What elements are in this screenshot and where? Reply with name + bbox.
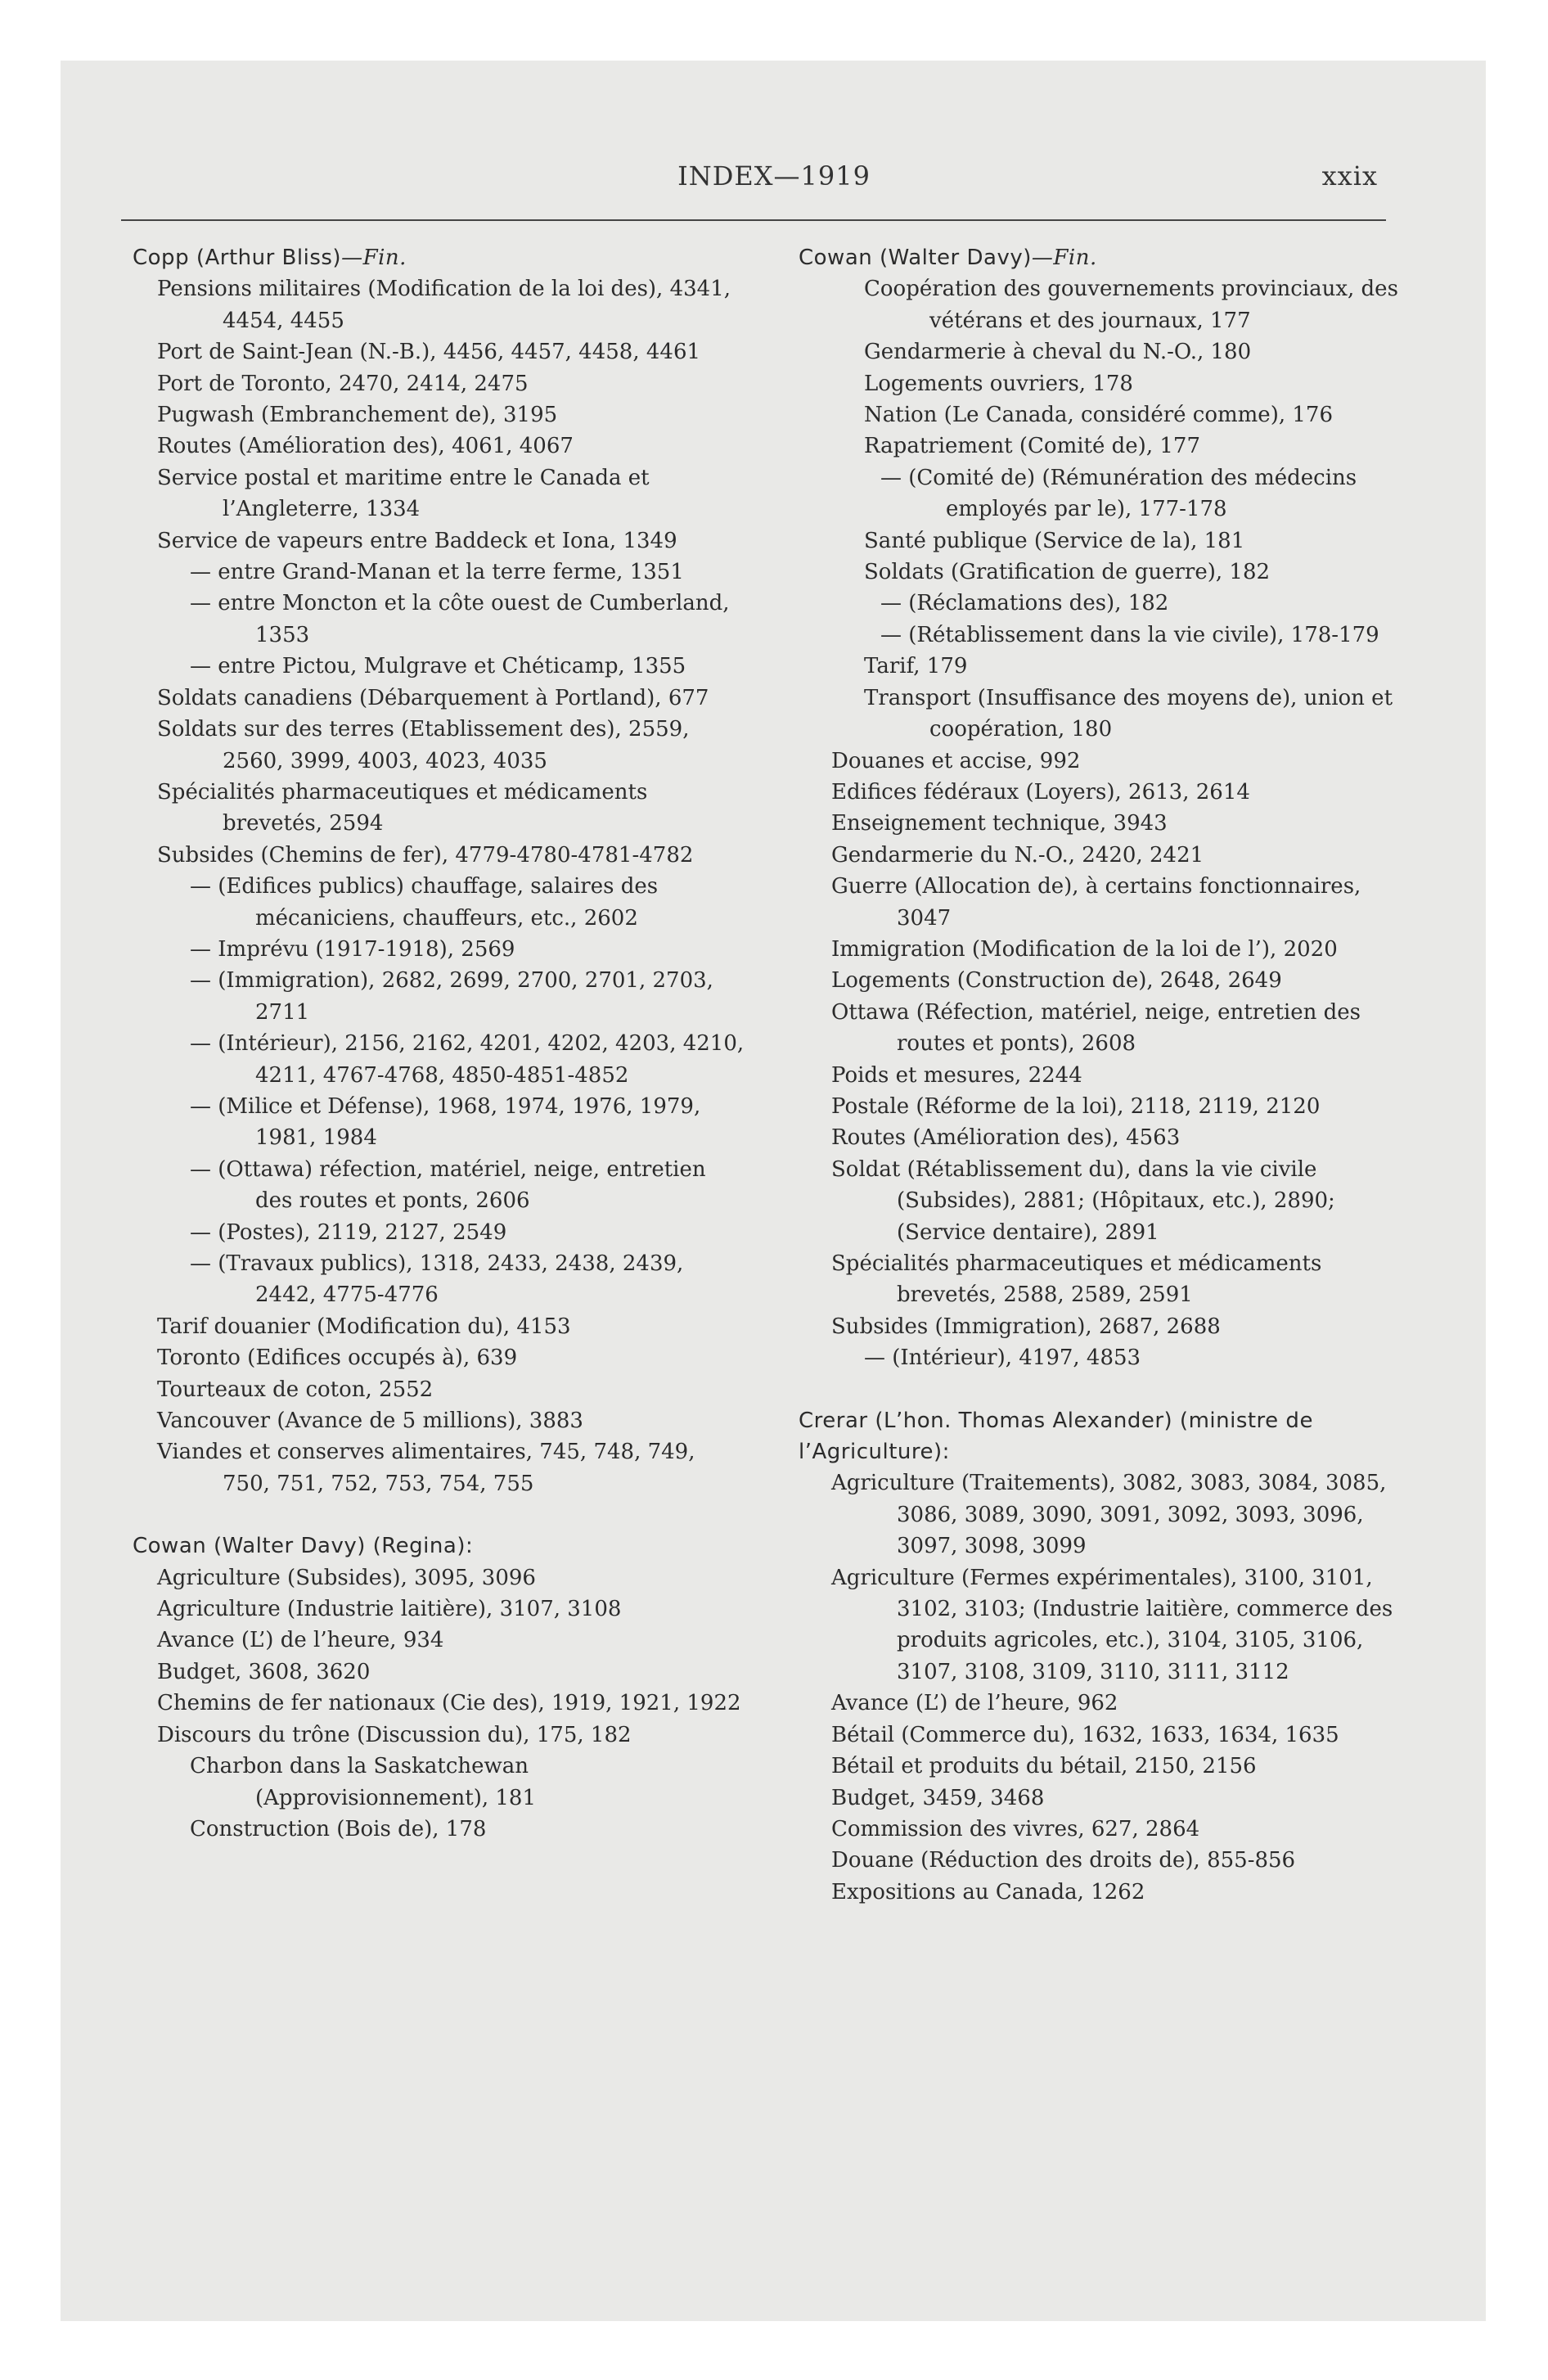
entry-list: [124, 273, 746, 1499]
page-number: xxix: [1321, 160, 1378, 192]
index-entry: Commission des vivres, 627, 2864: [831, 1816, 1200, 1841]
index-entry: Enseignement technique, 3943: [831, 811, 1168, 836]
index-entry: Tourteaux de coton, 2552: [157, 1377, 434, 1402]
index-entry: Viandes et conserves alimentaires, 745, 748, 749, 750, 751, 752, 753, 754, 755: [157, 1440, 695, 1496]
index-entry: Soldat (Rétablissement du), dans la vie civile (Subsides), 2881; (Hôpitaux, etc.), 2890; (Service dentaire), 2891: [831, 1156, 1335, 1245]
index-entry: Gendarmerie du N.-O., 2420, 2421: [831, 842, 1204, 868]
index-entry: Douane (Réduction des droits de), 855-856: [831, 1848, 1296, 1873]
index-entry: Immigration (Modification de la loi de l’), 2020: [831, 936, 1338, 962]
index-entry: Agriculture (Fermes expérimentales), 3100, 3101, 3102, 3103; (Industrie laitière, commerce des produits agricoles, etc.), 3104, 3105, 3106, 3107, 3108, 3109, 3110, 3111, 3112: [831, 1565, 1393, 1684]
index-entry: Budget, 3608, 3620: [157, 1659, 371, 1684]
index-entry: Avance (L’) de l’heure, 934: [157, 1628, 444, 1653]
index-entry: — (Rétablissement dans la vie civile), 178-179: [880, 622, 1379, 647]
index-entry: Discours du trône (Discussion du), 175, 182: [157, 1722, 632, 1747]
index-entry: Rapatriement (Comité de), 177: [864, 434, 1200, 459]
index-entry: Douanes et accise, 992: [831, 748, 1081, 773]
index-entry: Logements ouvriers, 178: [864, 371, 1133, 396]
index-entry: — entre Pictou, Mulgrave et Chéticamp, 1355: [190, 654, 686, 679]
index-entry: Subsides (Chemins de fer), 4779-4780-4781-4782: [157, 842, 694, 868]
index-entry: Gendarmerie à cheval du N.-O., 180: [864, 340, 1252, 365]
index-entry: Construction (Bois de), 178: [190, 1816, 487, 1841]
index-entry: Routes (Amélioration des), 4061, 4067: [157, 434, 574, 459]
index-entry: Soldats canadiens (Débarquement à Portland), 677: [157, 685, 709, 710]
index-entry: — (Comité de) (Rémunération des médecins employés par le), 177-178: [880, 465, 1357, 522]
index-entry: Charbon dans la Saskatchewan (Approvisionnement), 181: [190, 1754, 537, 1810]
index-entry: — Imprévu (1917-1918), 2569: [190, 936, 515, 962]
index-entry: Toronto (Edifices occupés à), 639: [157, 1346, 518, 1371]
index-entry: — entre Grand-Manan et la terre ferme, 1351: [190, 560, 684, 585]
index-entry: Poids et mesures, 2244: [831, 1062, 1082, 1088]
index-entry: Ottawa (Réfection, matériel, neige, entretien des routes et ponts), 2608: [831, 999, 1361, 1057]
index-entry: Nation (Le Canada, considéré comme), 176: [864, 403, 1333, 428]
index-entry: Agriculture (Subsides), 3095, 3096: [157, 1565, 536, 1590]
header-rule: [121, 219, 1386, 221]
index-entry: Bétail (Commerce du), 1632, 1633, 1634, 1635: [831, 1722, 1339, 1747]
index-entry: Service de vapeurs entre Baddeck et Iona, 1349: [157, 528, 677, 553]
index-entry: Avance (L’) de l’heure, 962: [831, 1691, 1118, 1716]
index-entry: Logements (Construction de), 2648, 2649: [831, 968, 1282, 994]
running-header-title: INDEX—1919: [677, 160, 871, 192]
index-entry: Bétail et produits du bétail, 2150, 2156: [831, 1754, 1257, 1779]
entry-list: [124, 1562, 746, 1846]
index-entry: — (Edifices publics) chauffage, salaires des mécaniciens, chauffeurs, etc., 2602: [190, 874, 659, 931]
index-entry: Tarif, 179: [864, 654, 968, 679]
index-entry: Agriculture (Industrie laitière), 3107, 3108: [157, 1597, 622, 1622]
index-entry: Port de Saint-Jean (N.-B.), 4456, 4457, 4458, 4461: [157, 340, 701, 365]
index-entry: — (Travaux publics), 1318, 2433, 2438, 2439, 2442, 4775-4776: [190, 1251, 684, 1308]
index-entry: Soldats (Gratification de guerre), 182: [864, 560, 1271, 585]
right-column: [799, 242, 1404, 1908]
index-heading-cowan: Cowan (Walter Davy) (Regina):: [133, 1534, 474, 1559]
index-heading-crerar: Crerar (L’hon. Thomas Alexander) (ministre de l’Agriculture):: [799, 1408, 1313, 1465]
index-entry: Tarif douanier (Modification du), 4153: [157, 1314, 571, 1339]
index-entry: Chemins de fer nationaux (Cie des), 1919, 1921, 1922: [157, 1691, 741, 1716]
index-entry: — (Ottawa) réfection, matériel, neige, entretien des routes et ponts, 2606: [190, 1156, 706, 1214]
index-entry: — (Immigration), 2682, 2699, 2700, 2701, 2703, 2711: [190, 968, 713, 1025]
index-entry: Port de Toronto, 2470, 2414, 2475: [157, 371, 529, 396]
index-entry: Budget, 3459, 3468: [831, 1785, 1045, 1810]
index-heading-cowan-fin: Cowan (Walter Davy)—Fin.: [799, 246, 1097, 270]
index-heading-copp: Copp (Arthur Bliss)—Fin.: [133, 246, 407, 270]
entry-list: [799, 273, 1404, 1373]
index-entry: Coopération des gouvernements provinciaux, des vétérans et des journaux, 177: [864, 277, 1398, 333]
index-entry: — (Intérieur), 4197, 4853: [864, 1346, 1141, 1371]
index-entry: — entre Moncton et la côte ouest de Cumberland, 1353: [190, 591, 730, 647]
index-entry: Agriculture (Traitements), 3082, 3083, 3084, 3085, 3086, 3089, 3090, 3091, 3092, 3093, 3096, 3097, 3098, 3099: [831, 1471, 1387, 1559]
index-entry: Pensions militaires (Modification de la loi des), 4341, 4454, 4455: [157, 277, 731, 333]
index-entry: Subsides (Immigration), 2687, 2688: [831, 1314, 1221, 1339]
index-entry: Soldats sur des terres (Etablissement des), 2559, 2560, 3999, 4003, 4023, 4035: [157, 717, 690, 773]
index-entry: — (Milice et Défense), 1968, 1974, 1976, 1979, 1981, 1984: [190, 1093, 701, 1151]
index-entry: Edifices fédéraux (Loyers), 2613, 2614: [831, 779, 1250, 805]
index-entry: Santé publique (Service de la), 181: [864, 528, 1245, 553]
entry-list: [799, 1467, 1404, 1908]
index-entry: Pugwash (Embranchement de), 3195: [157, 403, 558, 428]
index-entry: Spécialités pharmaceutiques et médicaments brevetés, 2594: [157, 779, 648, 836]
index-entry: — (Réclamations des), 182: [880, 591, 1169, 616]
index-entry: Transport (Insuffisance des moyens de), union et coopération, 180: [864, 685, 1393, 742]
index-entry: Spécialités pharmaceutiques et médicaments brevetés, 2588, 2589, 2591: [831, 1251, 1322, 1308]
index-entry: Postale (Réforme de la loi), 2118, 2119, 2120: [831, 1093, 1321, 1119]
index-entry: — (Postes), 2119, 2127, 2549: [190, 1219, 507, 1245]
index-entry: Vancouver (Avance de 5 millions), 3883: [157, 1409, 583, 1434]
index-entry: — (Intérieur), 2156, 2162, 4201, 4202, 4203, 4210, 4211, 4767-4768, 4850-4851-4852: [190, 1031, 745, 1088]
index-entry: Service postal et maritime entre le Canada et l’Angleterre, 1334: [157, 465, 650, 522]
index-entry: Expositions au Canada, 1262: [831, 1879, 1145, 1904]
left-column: [124, 242, 746, 1845]
index-entry: Guerre (Allocation de), à certains fonctionnaires, 3047: [831, 874, 1361, 931]
index-entry: Routes (Amélioration des), 4563: [831, 1125, 1181, 1151]
